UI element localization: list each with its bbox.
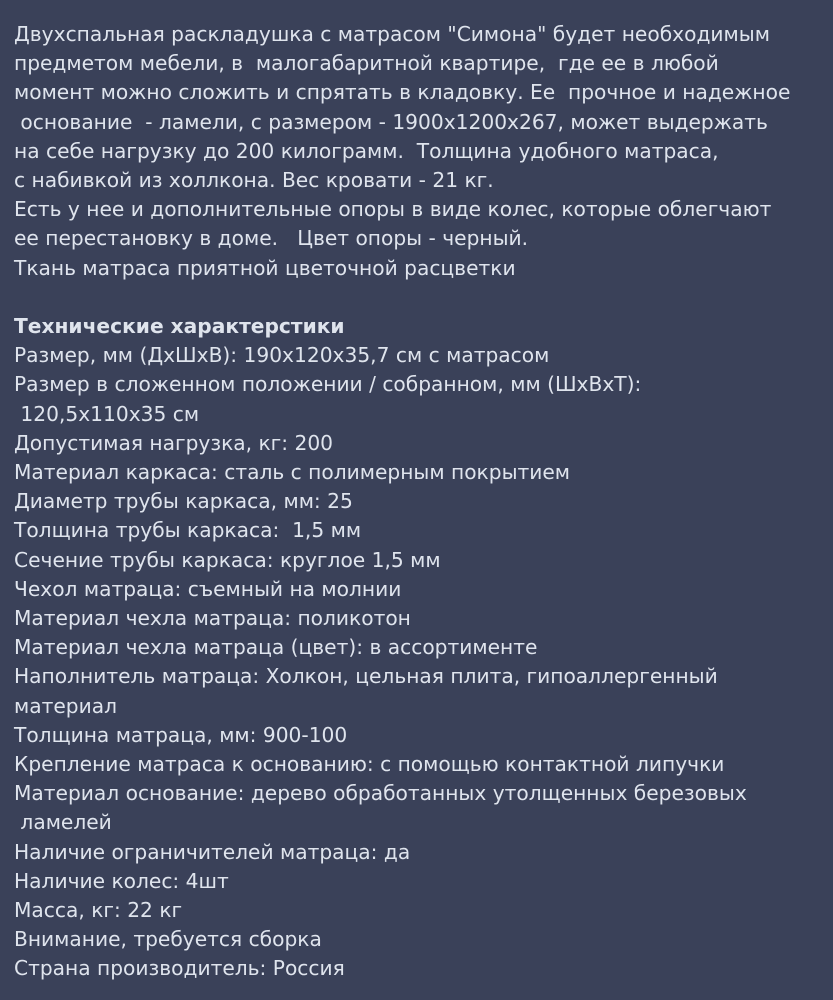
description-line: на себе нагрузку до 200 килограмм. Толщина удобного матраса,: [14, 138, 719, 163]
spec-line: Толщина матраца, мм: 900-100: [14, 722, 348, 747]
description-line: момент можно сложить и спрятать в кладовку. Ее прочное и надежное: [14, 80, 791, 105]
spec-line: Размер в сложенном положении / собранном, мм (ШхВхТ):: [14, 372, 642, 397]
spec-line: Наполнитель матраца: Холкон, цельная плита, гипоаллергенный: [14, 664, 718, 689]
spec-line: материал: [14, 693, 117, 718]
description-line: Двухспальная раскладушка с матрасом "Симона" будет необходимым: [14, 22, 770, 46]
spec-line: Сечение трубы каркаса: круглое 1,5 мм: [14, 547, 441, 572]
spec-line: Крепление матраса к основанию: с помощью контактной липучки: [14, 752, 725, 777]
description-line: Есть у нее и дополнительные опоры в виде колес, которые облегчают: [14, 197, 772, 222]
spec-line: Размер, мм (ДхШхВ): 190х120х35,7 см с матрасом: [14, 343, 550, 368]
description-line: с набивкой из холлкона. Вес кровати - 21 кг.: [14, 168, 494, 193]
description-line: предметом мебели, в малогабаритной квартире, где ее в любой: [14, 51, 719, 76]
spec-line: Материал чехла матраца (цвет): в ассортименте: [14, 635, 538, 660]
spec-line: Масса, кг: 22 кг: [14, 898, 183, 923]
product-description-page: [14, 20, 826, 984]
spec-line: Толщина трубы каркаса: 1,5 мм: [14, 518, 362, 543]
spec-line: Допустимая нагрузка, кг: 200: [14, 430, 334, 455]
spec-line: Материал каркаса: сталь с полимерным покрытием: [14, 460, 571, 485]
spec-line: Наличие колес: 4шт: [14, 868, 229, 893]
description-line: основание - ламели, с размером - 1900х1200х267, может выдержать: [14, 109, 768, 134]
spec-line: Наличие ограничителей матраца: да: [14, 839, 411, 864]
specs-block: [14, 312, 826, 984]
spec-line: Материал чехла матраца: поликотон: [14, 606, 411, 631]
spec-line: Чехол матраца: съемный на молнии: [14, 576, 402, 601]
description-line: Ткань матраса приятной цветочной расцветки: [14, 255, 516, 280]
spec-line: 120,5х110х35 см: [14, 401, 200, 426]
section-spacer: [14, 283, 826, 312]
spec-line: Внимание, требуется сборка: [14, 927, 322, 952]
spec-line: ламелей: [14, 810, 112, 835]
spec-line: Материал основание: дерево обработанных утолщенных березовых: [14, 781, 747, 806]
description-line: ее перестановку в доме. Цвет опоры - черный.: [14, 226, 529, 251]
specs-heading: Технические характерстики: [14, 314, 345, 339]
spec-line: Диаметр трубы каркаса, мм: 25: [14, 489, 353, 514]
description-block: [14, 20, 826, 283]
spec-line: Страна производитель: Россия: [14, 956, 345, 981]
